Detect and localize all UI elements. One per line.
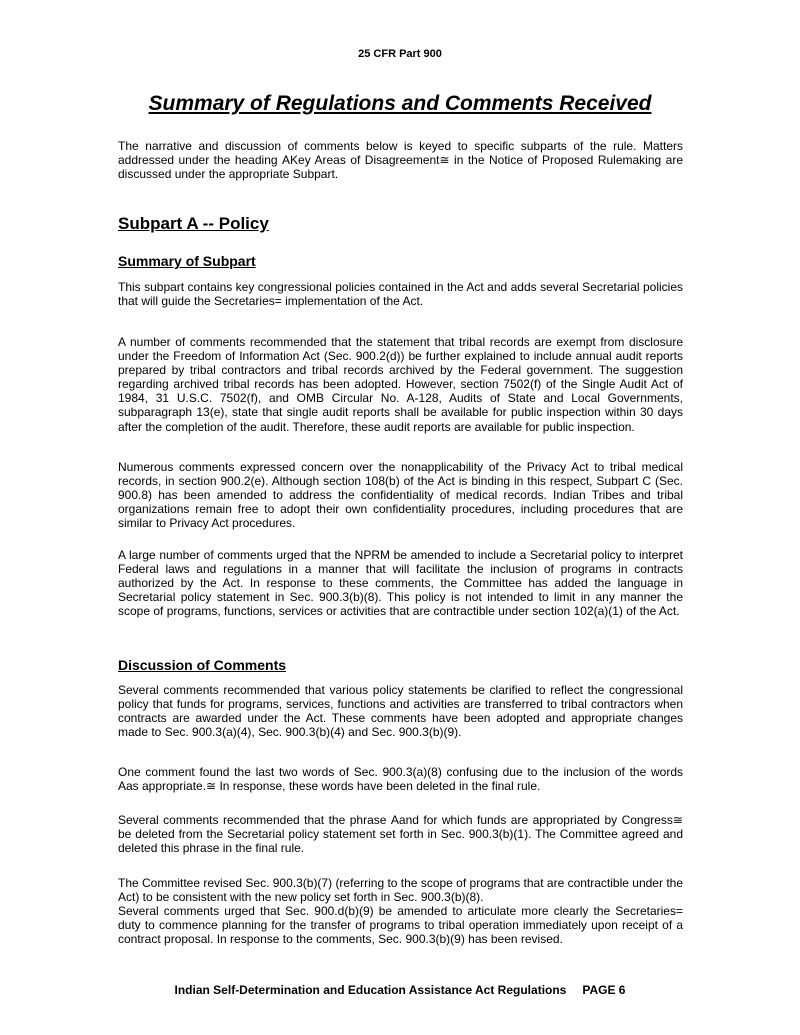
page-header: 25 CFR Part 900 xyxy=(358,48,442,60)
discussion-paragraph: The Committee revised Sec. 900.3(b)(7) (referring to the scope of programs that are contractible under the Act) to be consistent with the new policy set forth in Sec. 900.3(b)(8). xyxy=(118,876,683,905)
summary-paragraph: A number of comments recommended that the statement that tribal records are exempt from disclosure under the Freedom of Information Act (Sec. 900.2(d)) be further explained to include annual audit reports prepared by tribal contractors and tribal records archived by the Federal government. The suggestion regarding archived tribal records has been adopted. However, section 7502(f) of the Single Audit Act of 1984, 31 U.S.C. 7502(f), and OMB Circular No. A-128, Audits of State and Local Governments, subparagraph 13(e), state that single audit reports shall be available for public inspection within 30 days after the completion of the audit. Therefore, these audit reports are available for public inspection. xyxy=(118,335,683,434)
intro-paragraph: The narrative and discussion of comments below is keyed to specific subparts of the rule. Matters addressed under the heading ΑKey Areas of Disagreement≅ in the Notice of Proposed Rulemaking are discussed under the appropriate Subpart. xyxy=(118,139,683,182)
footer-title: Indian Self-Determination and Education Assistance Act Regulations xyxy=(174,983,567,997)
document-title: Summary of Regulations and Comments Received xyxy=(148,92,652,115)
summary-paragraph: This subpart contains key congressional policies contained in the Act and adds several Secretarial policies that will guide the Secretaries= implementation of the Act. xyxy=(118,280,683,309)
discussion-paragraph: Several comments recommended that the phrase Αand for which funds are appropriated by Congress≅ be deleted from the Secretarial policy statement set forth in Sec. 900.3(b)(1). The Committee agreed and deleted this phrase in the final rule. xyxy=(118,813,683,856)
discussion-paragraph: One comment found the last two words of Sec. 900.3(a)(8) confusing due to the inclusion of the words Αas appropriate.≅ In response, these words have been deleted in the final rule. xyxy=(118,765,683,794)
summary-paragraph: Numerous comments expressed concern over the nonapplicability of the Privacy Act to tribal medical records, in section 900.2(e). Although section 108(b) of the Act is binding in this respect, Subpart C (Sec. 900.8) has been amended to address the confidentiality of medical records. Indian Tribes and tribal organizations remain free to adopt their own confidentiality procedures, including procedures that are similar to Privacy Act procedures. xyxy=(118,460,683,531)
summary-paragraph: A large number of comments urged that the NPRM be amended to include a Secretarial policy to interpret Federal laws and regulations in a manner that will facilitate the inclusion of programs in contracts authorized by the Act. In response to these comments, the Committee has added the language in Secretarial policy statement in Sec. 900.3(b)(8). This policy is not intended to limit in any manner the scope of programs, functions, services or activities that are contractible under section 102(a)(1) of the Act. xyxy=(118,548,683,619)
page-number: PAGE 6 xyxy=(582,983,626,997)
discussion-paragraph: Several comments urged that Sec. 900.d(b)(9) be amended to articulate more clearly the Secretaries= duty to commence planning for the transfer of programs to tribal operation immediately upon receipt of a contract proposal. In response to the comments, Sec. 900.3(b)(9) has been revised. xyxy=(118,904,683,947)
discussion-paragraph: Several comments recommended that various policy statements be clarified to reflect the congressional policy that funds for programs, services, functions and activities are transferred to tribal contractors when contracts are awarded under the Act. These comments have been adopted and appropriate changes made to Sec. 900.3(a)(4), Sec. 900.3(b)(4) and Sec. 900.3(b)(9). xyxy=(118,683,683,740)
summary-heading: Summary of Subpart xyxy=(118,253,256,269)
page-footer xyxy=(0,983,800,997)
discussion-heading: Discussion of Comments xyxy=(118,657,287,673)
subpart-heading: Subpart A -- Policy xyxy=(118,214,269,233)
